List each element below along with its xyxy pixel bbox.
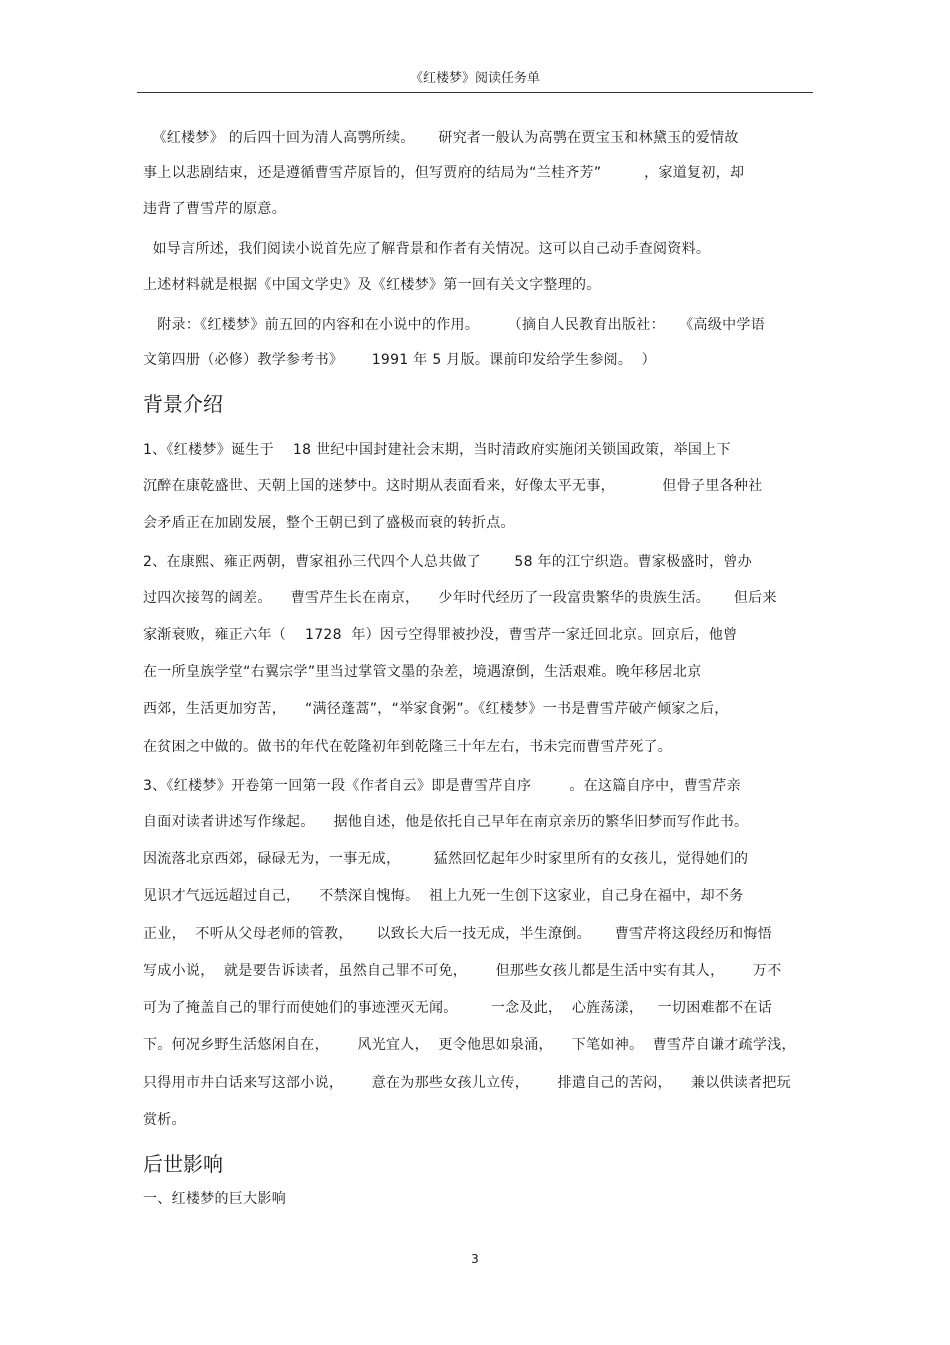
intro-line: 《红楼梦》 的后四十回为清人高鹗所续。 研究者一般认为高鹗在贾宝玉和林黛玉的爱情故	[143, 130, 739, 146]
background-line: 正业， 不听从父母老师的管教， 以致长大后一技无成，半生潦倒。 曹雪芹将这段经历和悔悟	[143, 926, 772, 942]
background-line: 西郊，生活更加穷苦， “满径蓬蒿”，“举家食粥”。《红楼梦》一书是曹雪芹破产倾家之后，	[143, 701, 729, 717]
background-line: 因流落北京西郊，碌碌无为，一事无成， 猛然回忆起年少时家里所有的女孩儿，觉得她们的	[143, 851, 749, 867]
subheading-influence: 一、红楼梦的巨大影响	[143, 1191, 286, 1207]
intro-line: 上述材料就是根据《中国文学史》及《红楼梦》第一回有关文字整理的。	[143, 277, 601, 293]
background-line: 只得用市井白话来写这部小说， 意在为那些女孩儿立传， 排遣自己的苦闷， 兼以供读者把玩	[143, 1075, 791, 1091]
background-line: 在一所皇族学堂“右翼宗学”里当过掌管文墨的杂差，境遇潦倒，生活艰难。晚年移居北京	[143, 664, 702, 680]
running-header: 《红楼梦》阅读任务单	[409, 71, 540, 86]
intro-line: 如导言所述，我们阅读小说首先应了解背景和作者有关情况。这可以自己动手查阅资料。	[143, 241, 711, 257]
background-line: 赏析。	[143, 1112, 186, 1128]
background-line: 见识才气远远超过自己， 不禁深自愧悔。 祖上九死一生创下这家业，自己身在福中，却不务	[143, 888, 744, 904]
background-line: 会矛盾正在加剧发展，整个王朝已到了盛极而衰的转折点。	[143, 515, 515, 531]
intro-line: 事上以悲剧结束，还是遵循曹雪芹原旨的，但写贾府的结局为“兰桂齐芳” ，家道复初，却	[143, 165, 745, 181]
background-line: 家渐衰败，雍正六年（ 1728 年）因亏空得罪被抄没，曹雪芹一家迁回北京。回京后，他曾	[143, 627, 738, 643]
background-line: 可为了掩盖自己的罪行而使她们的事迹湮灭无闻。 一念及此， 心旌荡漾， 一切困难都不在话	[143, 1000, 772, 1016]
background-line: 1、《红楼梦》诞生于 18 世纪中国封建社会末期，当时清政府实施闭关锁国政策，举国上下	[143, 442, 731, 458]
section-heading-influence: 后世影响	[143, 1152, 223, 1176]
background-line: 在贫困之中做的。做书的年代在乾隆初年到乾隆三十年左右，书未完而曹雪芹死了。	[143, 739, 673, 755]
page-number: 3	[471, 1252, 479, 1266]
background-line: 3、《红楼梦》开卷第一回第一段《作者自云》即是曹雪芹自序 。在这篇自序中，曹雪芹亲	[143, 778, 741, 794]
background-line: 2、在康熙、雍正两朝，曹家祖孙三代四个人总共做了 58 年的江宁织造。曹家极盛时，曾办	[143, 554, 753, 570]
intro-line: 违背了曹雪芹的原意。	[143, 201, 286, 217]
section-heading-background: 背景介绍	[143, 392, 223, 416]
background-line: 沉醉在康乾盛世、天朝上国的迷梦中。这时期从表面看来，好像太平无事， 但骨子里各种社	[143, 478, 763, 494]
background-line: 下。何况乡野生活悠闲自在， 风光宜人， 更令他思如泉涌， 下笔如神。 曹雪芹自谦才疏学浅，	[143, 1037, 796, 1053]
background-line: 过四次接驾的阔差。 曹雪芹生长在南京， 少年时代经历了一段富贵繁华的贵族生活。 但后来	[143, 590, 777, 606]
appendix-line: 文第四册（必修）教学参考书》 1991 年 5 月版。课前印发给学生参阅。 ）	[143, 352, 656, 368]
header-divider	[137, 92, 813, 93]
background-line: 写成小说， 就是要告诉读者，虽然自己罪不可免， 但那些女孩儿都是生活中实有其人， 万不	[143, 963, 782, 979]
appendix-line: 附录：《红楼梦》前五回的内容和在小说中的作用。 （摘自人民教育出版社： 《高级中学语	[143, 317, 765, 333]
background-line: 自面对读者讲述写作缘起。 据他自述，他是依托自己早年在南京亲历的繁华旧梦而写作此书。	[143, 814, 749, 830]
